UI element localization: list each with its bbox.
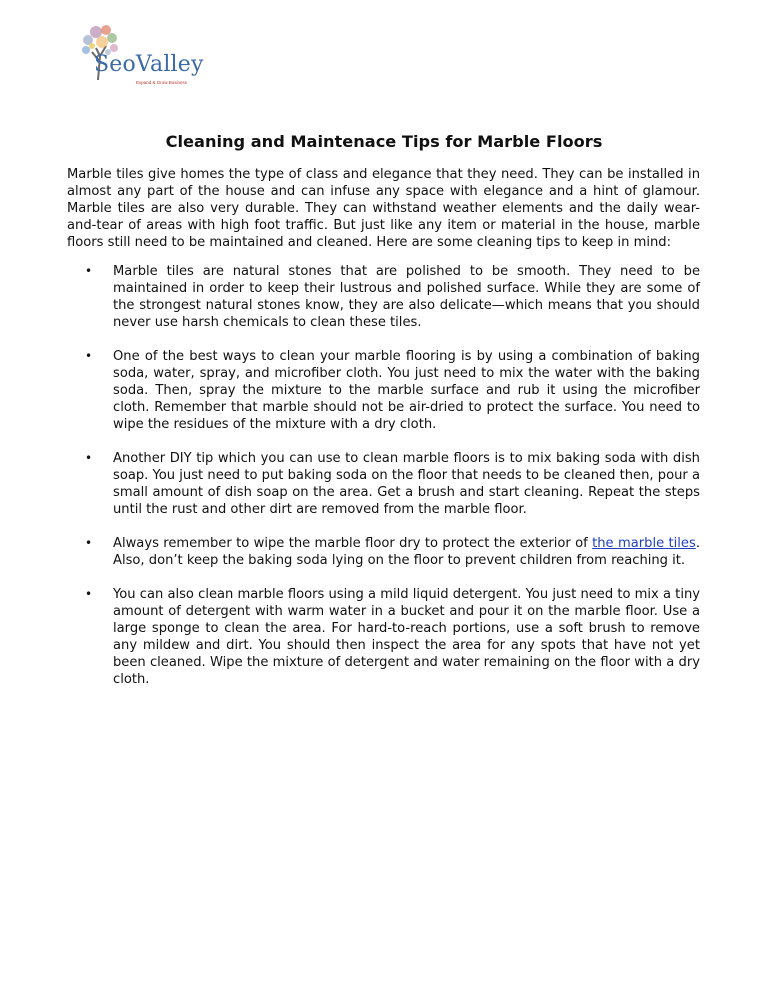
intro-paragraph: Marble tiles give homes the type of class and elegance that they need. They can be installed in almost any part of the house and can infuse any space with elegance and a hint of glamour. Marble tiles are also very durable. They can withstand weather elements and the daily wear-and-tear of areas with high foot traffic. But just like any item or material in the house, marble floors still need to be maintained and cleaned. Here are some cleaning tips to keep in mind: [67, 167, 700, 250]
list-item [67, 535, 700, 569]
bullet-icon: • [85, 451, 93, 465]
tip-text: Marble tiles are natural stones that are polished to be smooth. They need to be maintained in order to keep their lustrous and polished surface. While they are some of the strongest natural stones know, they are also delicate—which means that you should never use harsh chemicals to clean these tiles. [113, 264, 700, 330]
list-item [67, 586, 700, 688]
page-title: Cleaning and Maintenace Tips for Marble Floors [165, 132, 603, 151]
tip-text: Another DIY tip which you can use to clean marble floors is to mix baking soda with dish soap. You just need to put baking soda on the floor that needs to be cleaned then, pour a small amount of dish soap on the area. Get a brush and start cleaning. Repeat the steps until the rust and other dirt are removed from the marble floor. [113, 451, 700, 517]
tip-text: You can also clean marble floors using a mild liquid detergent. You just need to mix a tiny amount of detergent with warm water in a bucket and pour it on the marble floor. Use a large sponge to clean the area. For hard-to-reach portions, use a soft brush to remove any mildew and dirt. You should then inspect the area for any spots that have not yet been cleaned. Wipe the mixture of detergent and water remaining on the floor with a dry cloth. [113, 587, 700, 687]
tip-text: One of the best ways to clean your marble flooring is by using a combination of baking soda, water, spray, and microfiber cloth. You just need to mix the water with the baking soda. Then, spray the mixture to the marble surface and rub it using the microfiber cloth. Remember that marble should not be air-dried to protect the surface. You need to wipe the residues of the mixture with a dry cloth. [113, 349, 700, 432]
bullet-icon: • [85, 587, 93, 601]
list-item [67, 263, 700, 331]
bullet-icon: • [85, 349, 93, 363]
list-item [67, 450, 700, 518]
seovalley-logo [76, 22, 216, 92]
marble-tiles-link[interactable]: the marble tiles [592, 536, 696, 551]
logo-name: SeoValley [94, 52, 204, 77]
bullet-icon: • [85, 536, 93, 550]
bullet-icon: • [85, 264, 93, 278]
tip-text-before-link: Always remember to wipe the marble floor dry to protect the exterior of [113, 536, 593, 551]
document-body [67, 166, 700, 705]
tips-list [67, 263, 700, 688]
tip-text-after-link: . Also, don’t keep the baking soda lying on the floor to prevent children from reaching it. [113, 536, 700, 568]
list-item [67, 348, 700, 433]
logo-tagline: Expand & Grow Business [136, 80, 188, 85]
